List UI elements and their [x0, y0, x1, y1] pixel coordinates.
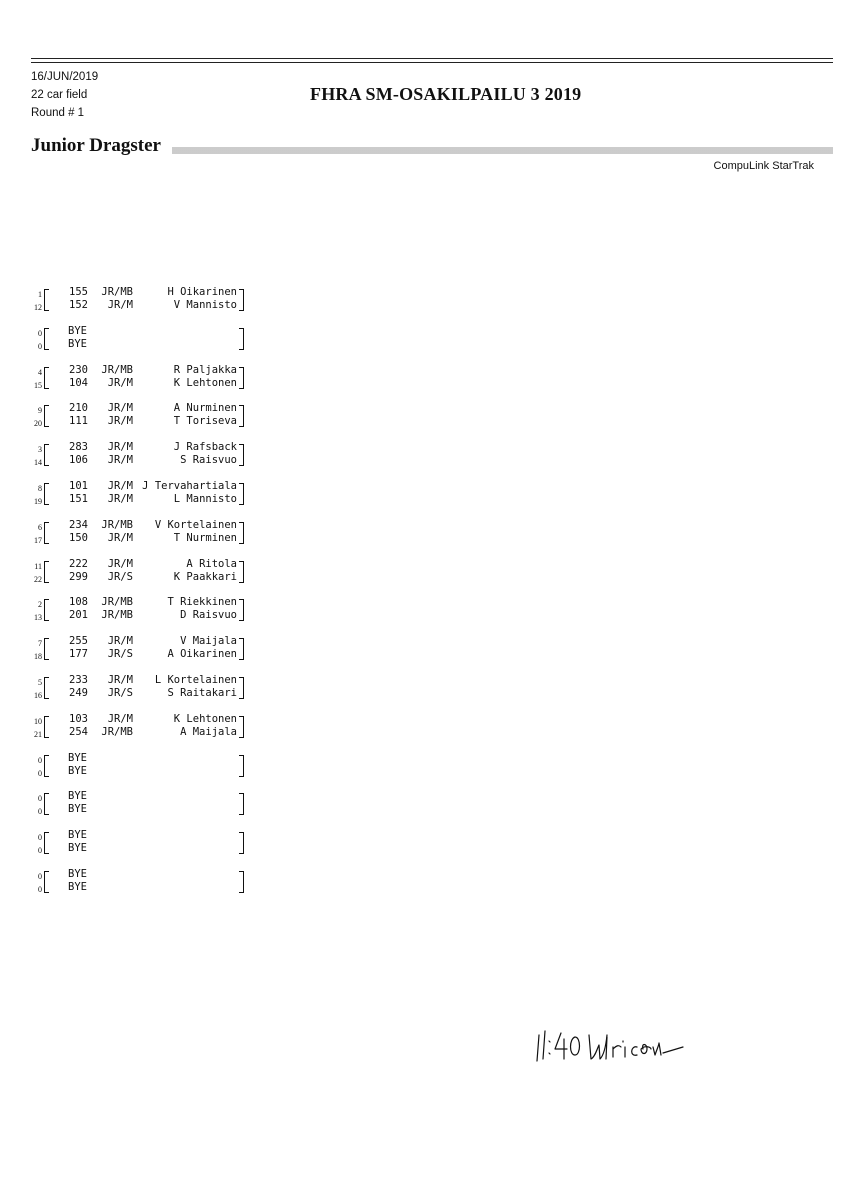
pair-row	[0, 828, 300, 867]
seed-top: 2	[38, 600, 42, 610]
left-bracket	[44, 483, 49, 505]
car-number: 151	[69, 492, 88, 505]
pair-row	[0, 324, 300, 363]
driver-name: V Maijala	[180, 635, 237, 648]
seed-top: 3	[38, 445, 42, 455]
car-class: JR/MB	[101, 363, 133, 376]
car-number: 111	[69, 415, 88, 428]
seed-top: 4	[38, 367, 42, 377]
right-bracket	[239, 367, 244, 389]
left-bracket	[44, 328, 49, 350]
car-class: JR/M	[107, 712, 133, 725]
seed-top: 0	[38, 328, 42, 338]
seed-top: 7	[38, 639, 42, 649]
seed-top: 0	[38, 833, 42, 843]
seed-top: 0	[38, 794, 42, 804]
seed-top: 6	[38, 522, 42, 532]
car-class: JR/M	[107, 299, 133, 311]
pair-row	[0, 751, 300, 790]
seed-bottom: 0	[38, 884, 42, 894]
car-number: 255	[69, 635, 88, 648]
driver-name: T Toriseva	[173, 415, 237, 428]
pair-row	[0, 518, 300, 557]
right-bracket	[239, 677, 244, 699]
pair-row	[0, 440, 300, 479]
right-bracket	[239, 405, 244, 427]
class-title: Junior Dragster	[31, 135, 161, 156]
dotted-leader	[172, 147, 833, 154]
car-class: JR/M	[107, 441, 133, 454]
car-number: 155	[69, 286, 88, 298]
event-title: FHRA SM-OSAKILPAILU 3 2019	[310, 84, 582, 104]
driver-name: J Rafsback	[173, 441, 237, 454]
car-number: BYE	[68, 842, 87, 855]
car-class: JR/M	[107, 492, 133, 505]
seed-top: 5	[38, 677, 42, 687]
pair-row	[0, 634, 300, 673]
car-number: 104	[69, 376, 88, 389]
driver-name: A Oikarinen	[167, 648, 237, 661]
car-class: JR/S	[107, 648, 133, 661]
car-number: BYE	[68, 337, 87, 350]
seed-top: 0	[38, 755, 42, 765]
seed-top: 11	[34, 561, 42, 571]
pair-row	[0, 867, 300, 906]
car-number: 103	[69, 712, 88, 725]
car-class: JR/MB	[101, 518, 133, 531]
car-number: 299	[69, 570, 88, 583]
car-class: JR/S	[107, 570, 133, 583]
seed-top: 0	[38, 871, 42, 881]
seed-bottom: 0	[38, 807, 42, 817]
driver-name: T Riekkinen	[167, 596, 237, 609]
seed-bottom: 0	[38, 341, 42, 351]
seed-top: 10	[34, 716, 42, 726]
right-bracket	[239, 483, 244, 505]
car-number: BYE	[68, 764, 87, 777]
right-bracket	[239, 793, 244, 815]
car-number: BYE	[68, 880, 87, 893]
car-number: 106	[69, 454, 88, 467]
left-bracket	[44, 405, 49, 427]
car-number: 234	[69, 518, 88, 531]
left-bracket	[44, 716, 49, 738]
driver-name: T Nurminen	[173, 531, 237, 544]
seed-top: 9	[38, 406, 42, 416]
driver-name: D Raisvuo	[180, 609, 237, 622]
driver-name: A Maijala	[180, 725, 237, 738]
car-number: 249	[69, 686, 88, 699]
car-number: BYE	[68, 790, 87, 803]
seed-bottom: 0	[38, 846, 42, 856]
car-number: 101	[69, 479, 88, 492]
car-class: JR/M	[107, 415, 133, 428]
seed-bottom: 18	[34, 652, 42, 662]
right-bracket	[239, 832, 244, 854]
seed-bottom: 22	[34, 574, 42, 584]
driver-name: A Nurminen	[173, 402, 237, 415]
pair-row	[0, 595, 300, 634]
car-number: 210	[69, 402, 88, 415]
right-bracket	[239, 289, 244, 311]
left-bracket	[44, 561, 49, 583]
car-class: JR/S	[107, 686, 133, 699]
seed-bottom: 0	[38, 768, 42, 778]
pair-row	[0, 363, 300, 402]
driver-name: A Ritola	[186, 557, 237, 570]
right-bracket	[239, 638, 244, 660]
car-class: JR/M	[107, 557, 133, 570]
driver-name: V Kortelainen	[154, 518, 237, 531]
driver-name: L Kortelainen	[154, 673, 237, 686]
seed-bottom: 20	[34, 419, 42, 429]
car-class: JR/M	[107, 635, 133, 648]
seed-top: 1	[38, 290, 42, 299]
car-class: JR/MB	[101, 609, 133, 622]
seed-bottom: 12	[34, 303, 42, 312]
car-number: 108	[69, 596, 88, 609]
car-class: JR/M	[107, 402, 133, 415]
car-class: JR/MB	[101, 596, 133, 609]
left-bracket	[44, 677, 49, 699]
driver-name: J Tervahartiala	[142, 479, 237, 492]
driver-name: S Raisvuo	[180, 454, 237, 467]
pair-row	[0, 789, 300, 828]
right-bracket	[239, 444, 244, 466]
right-bracket	[239, 599, 244, 621]
pair-row	[0, 673, 300, 712]
seed-bottom: 19	[34, 496, 42, 506]
car-class: JR/MB	[101, 286, 133, 298]
seed-bottom: 14	[34, 458, 42, 468]
driver-name: K Lehtonen	[173, 376, 237, 389]
header-rule-top	[31, 58, 833, 59]
left-bracket	[44, 638, 49, 660]
car-class: JR/M	[107, 673, 133, 686]
car-number: 254	[69, 725, 88, 738]
left-bracket	[44, 793, 49, 815]
left-bracket	[44, 599, 49, 621]
car-number: 150	[69, 531, 88, 544]
left-bracket	[44, 522, 49, 544]
car-number: 152	[69, 299, 88, 311]
car-class: JR/MB	[101, 725, 133, 738]
brand-label: CompuLink StarTrak	[713, 160, 814, 172]
driver-name: K Paakkari	[173, 570, 237, 583]
pair-row	[0, 479, 300, 518]
driver-name: L Mannisto	[173, 492, 237, 505]
left-bracket	[44, 367, 49, 389]
pairings-list	[0, 285, 300, 906]
seed-bottom: 13	[34, 613, 42, 623]
seed-bottom: 21	[34, 729, 42, 739]
driver-name: H Oikarinen	[167, 286, 237, 298]
right-bracket	[239, 871, 244, 893]
right-bracket	[239, 755, 244, 777]
left-bracket	[44, 289, 49, 311]
field-size: 22 car field	[31, 89, 88, 101]
driver-name: V Mannisto	[173, 299, 237, 311]
seed-bottom: 17	[34, 535, 42, 545]
driver-name: S Raitakari	[167, 686, 237, 699]
pair-row	[0, 712, 300, 751]
car-number: 283	[69, 441, 88, 454]
car-class: JR/M	[107, 479, 133, 492]
left-bracket	[44, 871, 49, 893]
event-date: 16/JUN/2019	[31, 71, 99, 83]
right-bracket	[239, 561, 244, 583]
car-number: BYE	[68, 324, 87, 337]
car-number: 177	[69, 648, 88, 661]
left-bracket	[44, 444, 49, 466]
pair-row	[0, 285, 300, 324]
seed-bottom: 15	[34, 380, 42, 390]
right-bracket	[239, 328, 244, 350]
left-bracket	[44, 755, 49, 777]
car-number: 230	[69, 363, 88, 376]
header-rule-bottom	[31, 62, 833, 63]
car-class: JR/M	[107, 454, 133, 467]
car-number: BYE	[68, 829, 87, 842]
driver-name: K Lehtonen	[173, 712, 237, 725]
driver-name: R Paljakka	[173, 363, 237, 376]
car-number: 222	[69, 557, 88, 570]
car-class: JR/M	[107, 531, 133, 544]
car-number: 201	[69, 609, 88, 622]
pair-row	[0, 401, 300, 440]
left-bracket	[44, 832, 49, 854]
pair-row	[0, 557, 300, 596]
car-number: BYE	[68, 751, 87, 764]
right-bracket	[239, 522, 244, 544]
round-number: Round # 1	[31, 107, 85, 119]
car-class: JR/M	[107, 376, 133, 389]
seed-bottom: 16	[34, 690, 42, 700]
handwritten-signature	[533, 1023, 693, 1073]
seed-top: 8	[38, 483, 42, 493]
car-number: 233	[69, 673, 88, 686]
right-bracket	[239, 716, 244, 738]
car-number: BYE	[68, 867, 87, 880]
car-number: BYE	[68, 803, 87, 816]
